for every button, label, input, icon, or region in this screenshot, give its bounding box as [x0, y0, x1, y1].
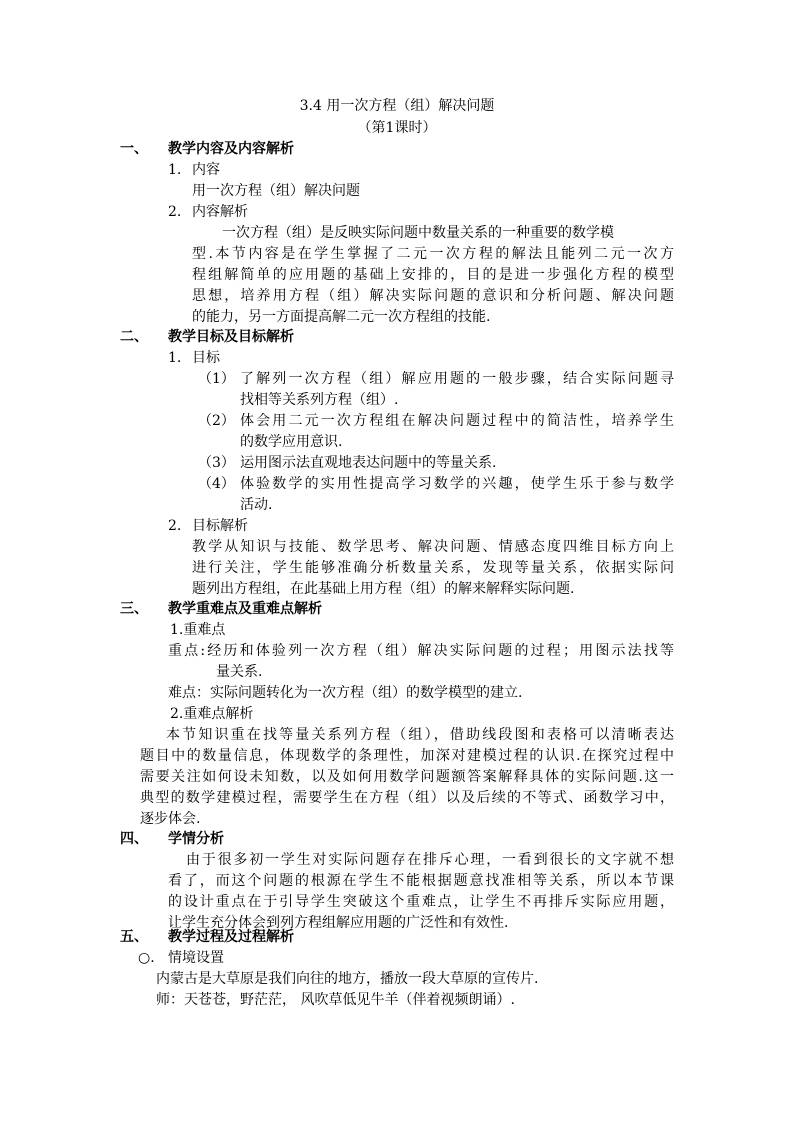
s4-paragraph-line: 由于很多初一学生对实际问题存在排斥心理，一看到很长的文字就不想	[186, 852, 674, 868]
s2-item1-title: 目标	[192, 350, 220, 366]
s3-item1-title: 1.重难点	[170, 622, 226, 638]
s2-paragraph-line: 进行关注，学生能够准确分析数量关系，发现等量关系，依据实际问	[192, 560, 674, 576]
s3-paragraph-line: 题目中的数量信息，体现数学的条理性，加深对建模过程的认识.在探究过程中	[140, 748, 674, 764]
s1-item2-title: 内容解析	[192, 204, 248, 220]
s4-paragraph-line: 的设计重点在于引导学生突破这个重难点，让学生不再排斥实际应用题，	[168, 894, 674, 910]
s5-number: 五、	[120, 929, 148, 945]
s4-heading: 学情分析	[168, 831, 224, 847]
s1-heading: 教学内容及内容解析	[168, 141, 294, 157]
goal2-line: 的数学应用意识.	[240, 434, 343, 450]
s1-paragraph-line: 的能力，另一方面提高解二元一次方程组的技能.	[192, 309, 491, 325]
difficult-point: 难点：实际问题转化为一次方程（组）的数学模型的建立.	[168, 685, 523, 701]
s2-item2-title: 目标解析	[192, 518, 248, 534]
goal4-number: （4）	[198, 476, 235, 492]
key-point-line: 重点:经历和体验列一次方程（组）解决实际问题的过程；用图示法找等	[168, 643, 674, 659]
s5-item1-bullet: ○.	[138, 950, 155, 966]
goal4-line: 体验数学的实用性提高学习数学的兴趣，使学生乐于参与数学	[240, 476, 674, 492]
goal2-line: 体会用二元一次方程组在解决问题过程中的简洁性，培养学生	[240, 413, 674, 429]
doc-subtitle: （第1课时）	[357, 120, 437, 136]
s5-line: 内蒙古是大草原是我们向往的地方，播放一段大草原的宣传片.	[156, 971, 539, 987]
s1-item1-title: 内容	[192, 162, 220, 178]
s2-paragraph-line: 题列出方程组，在此基础上用方程（组）的解来解释实际问题.	[192, 581, 575, 597]
s5-item1-title: 情境设置	[168, 950, 224, 966]
s1-paragraph-line: 思想，培养用方程（组）解决实际问题的意识和分析问题、解决问题	[192, 288, 674, 304]
s3-paragraph-line: 本节知识重在找等量关系列方程（组），借助线段图和表格可以清晰表达	[166, 727, 674, 743]
s3-item2-title: 2.重难点解析	[170, 706, 254, 722]
s2-item2-number: 2.	[168, 518, 182, 534]
s2-number: 二、	[120, 329, 148, 345]
s2-paragraph-line: 教学从知识与技能、数学思考、解决问题、情感态度四维目标方向上	[192, 539, 674, 555]
s1-item1-body: 用一次方程（组）解决问题	[192, 183, 360, 199]
goal3-line: 运用图示法直观地表达问题中的等量关系.	[240, 455, 497, 471]
s4-number: 四、	[120, 831, 148, 847]
s2-item1-number: 1.	[168, 350, 182, 366]
goal4-line: 活动.	[240, 497, 273, 513]
s2-heading: 教学目标及目标解析	[168, 329, 294, 345]
s1-item2-number: 2.	[168, 204, 182, 220]
s1-paragraph-line: 型.本节内容是在学生掌握了二元一次方程的解法且能列二元一次方	[192, 246, 674, 262]
goal1-number: （1）	[198, 371, 235, 387]
doc-title: 3.4 用一次方程（组）解决问题	[299, 98, 495, 114]
key-point-line: 量关系.	[216, 664, 263, 680]
goal2-number: （2）	[198, 413, 235, 429]
goal1-line: 找相等关系列方程（组）.	[240, 392, 399, 408]
s4-paragraph-line: 看了，而这个问题的根源在学生不能根据题意找准相等关系，所以本节课	[168, 873, 674, 889]
s3-number: 三、	[120, 601, 148, 617]
s1-number: 一、	[120, 141, 148, 157]
s3-paragraph-line: 典型的数学建模过程，需要学生在方程（组）以及后续的不等式、函数学习中，	[140, 790, 674, 806]
s1-paragraph-line: 一次方程（组）是反映实际问题中数量关系的一种重要的数学模	[222, 225, 614, 241]
goal1-line: 了解列一次方程（组）解应用题的一般步骤，结合实际问题寻	[240, 371, 674, 387]
s1-item1-number: 1.	[168, 162, 182, 178]
s1-paragraph-line: 程组解简单的应用题的基础上安排的，目的是进一步强化方程的模型	[192, 267, 674, 283]
s3-paragraph-line: 需要关注如何设未知数，以及如何用数学问题额答案解释具体的实际问题.这一	[140, 769, 674, 785]
goal3-number: （3）	[198, 455, 235, 471]
s3-paragraph-line: 逐步体会.	[140, 811, 201, 827]
s4-paragraph-line: 让学生充分体会到列方程组解应用题的广泛性和有效性.	[168, 915, 509, 931]
s5-heading: 教学过程及过程解析	[168, 929, 294, 945]
s5-line: 师：天苍苍，野茫茫， 风吹草低见牛羊（伴着视频朗诵）.	[156, 992, 515, 1008]
s3-heading: 教学重难点及重难点解析	[168, 601, 322, 617]
